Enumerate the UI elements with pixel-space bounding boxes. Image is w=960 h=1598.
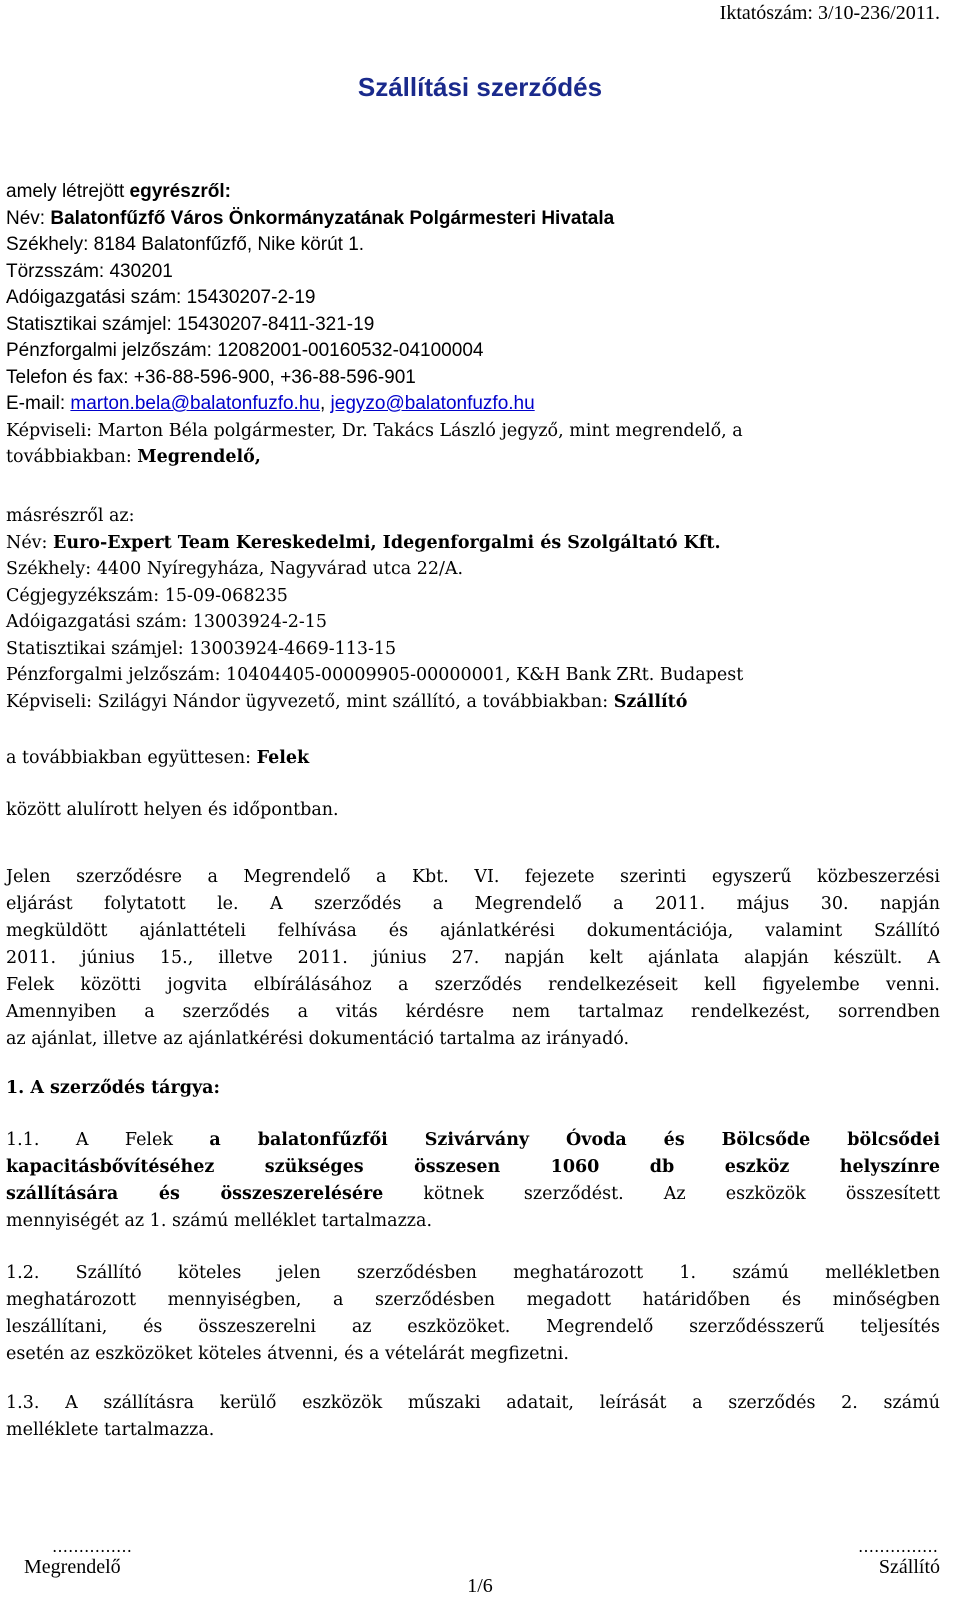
section-heading: 1. A szerződés tárgya: [6,1078,220,1098]
preamble-line: eljárást folytatott le. A szerződés a Megrendelő a 2011. május 30. napján [6,894,940,914]
party1-seat: Székhely: 8184 Balatonfűzfő, Nike körút 1. [6,234,365,255]
clause-line: kapacitásbővítéséhez szükséges összesen 1060 db eszköz helyszínre [6,1157,940,1177]
party2-tax-no: Adóigazgatási szám: 13003924-2-15 [6,612,328,632]
party1-email: E-mail: marton.bela@balatonfuzfo.hu, jegyzo@balatonfuzfo.hu [6,393,535,414]
party1-representative: Képviseli: Marton Béla polgármester, Dr. Takács László jegyző, mint megrendelő, a [6,420,743,441]
party1-intro: amely létrejött egyrészről: [6,181,231,202]
preamble-line: az ajánlat, illetve az ajánlatkérési dokumentáció tartalma az irányadó. [6,1029,630,1049]
party2-name: Név: Euro-Expert Team Kereskedelmi, Idegenforgalmi és Szolgáltató Kft. [6,532,721,553]
party1-block [6,179,940,471]
clause-1-2 [6,1260,940,1368]
signature-label-supplier: Szállító [878,1556,940,1578]
party1-bank-no: Pénzforgalmi jelzőszám: 12082001-00160532-04100004 [6,340,484,361]
place-and-time: között alulírott helyen és időpontban. [6,800,339,820]
party1-stat-no: Statisztikai számjel: 15430207-8411-321-19 [6,313,375,335]
clause-line: 1.3. A szállításra kerülő eszközök műszaki adatait, leírását a szerződés 2. számú [6,1393,940,1413]
party2-intro: másrészről az: [6,506,135,526]
parties-together: a továbbiakban együttesen: Felek [6,748,310,768]
clause-line: meghatározott mennyiségben, a szerződésben megadott határidőben és minőségben [6,1290,940,1310]
party1-representative-cont: továbbiakban: Megrendelő, [6,447,261,467]
party1-name: Név: Balatonfűzfő Város Önkormányzatának Polgármesteri Hivatala [6,207,615,229]
document-title: Szállítási szerződés [357,72,603,102]
reference-number: Iktatószám: 3/10-236/2011. [719,2,940,24]
preamble-line: Felek közötti jogvita elbírálásához a szerződés rendelkezéseit kell figyelembe venni. [6,975,940,995]
party2-representative: Képviseli: Szilágyi Nándor ügyvezető, mint szállító, a továbbiakban: Szállító [6,691,688,712]
email-link-mayor[interactable]: marton.bela@balatonfuzfo.hu [70,393,320,414]
preamble-line: Amennyiben a szerződés a vitás kérdésre nem tartalmaz rendelkezést, sorrendben [6,1002,940,1022]
page-number: 1/6 [467,1575,493,1597]
preamble-line: megküldött ajánlattételi felhívása és ajánlatkérési dokumentációja, valamint Szállító [6,921,940,941]
party2-company-reg: Cégjegyzékszám: 15-09-068235 [6,585,288,606]
clause-1-1 [6,1127,940,1235]
party1-phone: Telefon és fax: +36-88-596-900, +36-88-596-901 [6,366,416,388]
party2-bank-no: Pénzforgalmi jelzőszám: 10404405-00009905-00000001, K&H Bank ZRt. Budapest [6,665,744,685]
clause-line: melléklete tartalmazza. [6,1420,215,1440]
party1-reg-no: Törzsszám: 430201 [6,260,173,282]
signature-line-right: …………… [858,1537,938,1556]
clause-1-3 [6,1390,940,1444]
preamble-line: 2011. június 15., illetve 2011. június 27. napján kelt ajánlata alapján készült. A [6,948,940,968]
clause-line: 1.2. Szállító köteles jelen szerződésben meghatározott 1. számú mellékletben [6,1263,940,1283]
preamble-paragraph [6,864,940,1053]
preamble-line: Jelen szerződésre a Megrendelő a Kbt. VI. fejezete szerinti egyszerű közbeszerzési [6,867,940,887]
party2-block [6,503,940,715]
party2-stat-no: Statisztikai számjel: 13003924-4669-113-15 [6,638,397,659]
party1-tax-no: Adóigazgatási szám: 15430207-2-19 [6,287,316,308]
clause-line: szállítására és összeszerelésére kötnek szerződést. Az eszközök összesített [6,1184,940,1204]
party2-seat: Székhely: 4400 Nyíregyháza, Nagyvárad utca 22/A. [6,559,464,579]
clause-line: esetén az eszközöket köteles átvenni, és a vételárát megfizetni. [6,1344,569,1364]
signature-label-customer: Megrendelő [24,1556,121,1578]
clause-line: mennyiségét az 1. számú melléklet tartalmazza. [6,1211,433,1231]
clause-line: 1.1. A Felek a balatonfűzfői Szivárvány Óvoda és Bölcsőde bölcsődei [6,1130,940,1150]
email-link-notary[interactable]: jegyzo@balatonfuzfo.hu [330,393,535,414]
signature-line-left: …………… [52,1537,132,1556]
clause-line: leszállítani, és összeszerelni az eszközöket. Megrendelő szerződésszerű teljesítés [6,1317,940,1337]
